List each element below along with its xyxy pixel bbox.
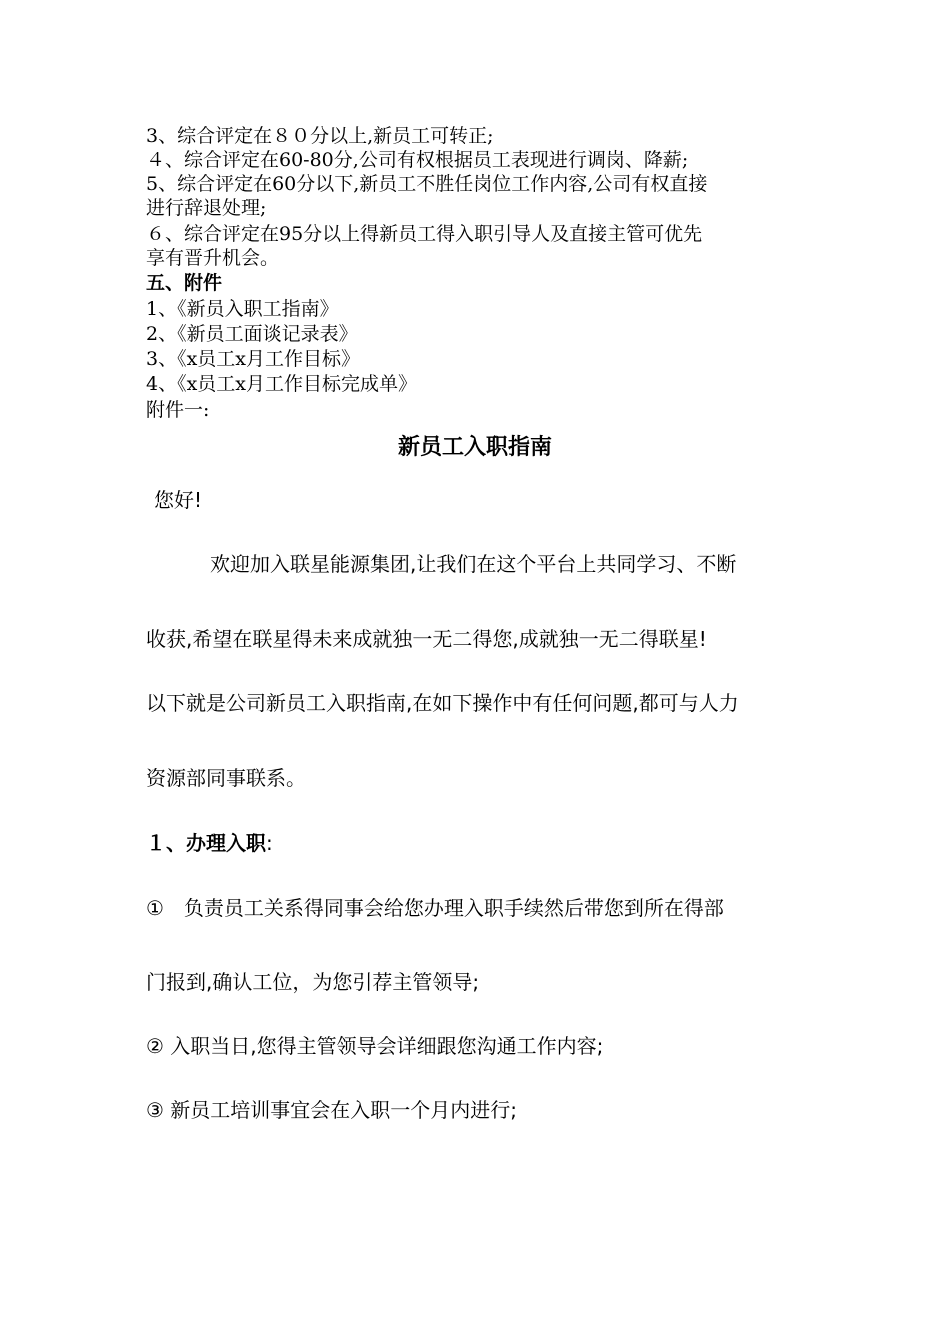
greeting: 您好!	[154, 488, 203, 512]
attachment-item: 2、《新员工面谈记录表》	[146, 323, 358, 345]
attachment-item: 1、《新员入职工指南》	[146, 298, 339, 320]
attachment-label: 附件一:	[146, 399, 210, 421]
welcome-line-1: 欢迎加入联星能源集团,让我们在这个平台上共同学习、不断	[210, 552, 737, 576]
step-1-line-1: ① 负责员工关系得同事会给您办理入职手续然后带您到所在得部	[146, 896, 724, 920]
rule-item-6-line-2: 享有晋升机会。	[146, 247, 280, 269]
welcome-line-2: 收获,希望在联星得未来成就独一无二得您,成就独一无二得联星!	[146, 627, 707, 651]
rule-item-5-line-2: 进行辞退处理;	[146, 197, 267, 219]
rule-item-4: ４、综合评定在60-80分,公司有权根据员工表现进行调岗、降薪;	[146, 149, 689, 171]
section-1-heading	[146, 829, 273, 857]
attachments-heading: 五、附件	[146, 272, 223, 294]
rule-item-3: 3、综合评定在８０分以上,新员工可转正;	[146, 125, 494, 147]
step-1-line-2: 门报到,确认工位，为您引荐主管领导;	[146, 970, 480, 994]
step-3: ③ 新员工培训事宜会在入职一个月内进行;	[146, 1098, 518, 1122]
attachment-item: 4、《x员工x月工作目标完成单》	[146, 373, 418, 395]
intro-line-2: 资源部同事联系。	[146, 766, 306, 790]
attachment-item: 3、《x员工x月工作目标》	[146, 348, 361, 370]
step-2: ② 入职当日,您得主管领导会详细跟您沟通工作内容;	[146, 1034, 604, 1058]
intro-line-1: 以下就是公司新员工入职指南,在如下操作中有任何问题,都可与人力	[146, 691, 739, 715]
rule-item-5-line-1: 5、综合评定在60分以下,新员工不胜任岗位工作内容,公司有权直接	[146, 173, 708, 195]
section-1-heading-colon: :	[266, 831, 273, 855]
rule-item-6-line-1: ６、综合评定在95分以上得新员工得入职引导人及直接主管可优先	[146, 223, 703, 245]
section-1-heading-text: １、办理入职	[146, 831, 266, 855]
guide-title: 新员工入职指南	[397, 435, 552, 460]
